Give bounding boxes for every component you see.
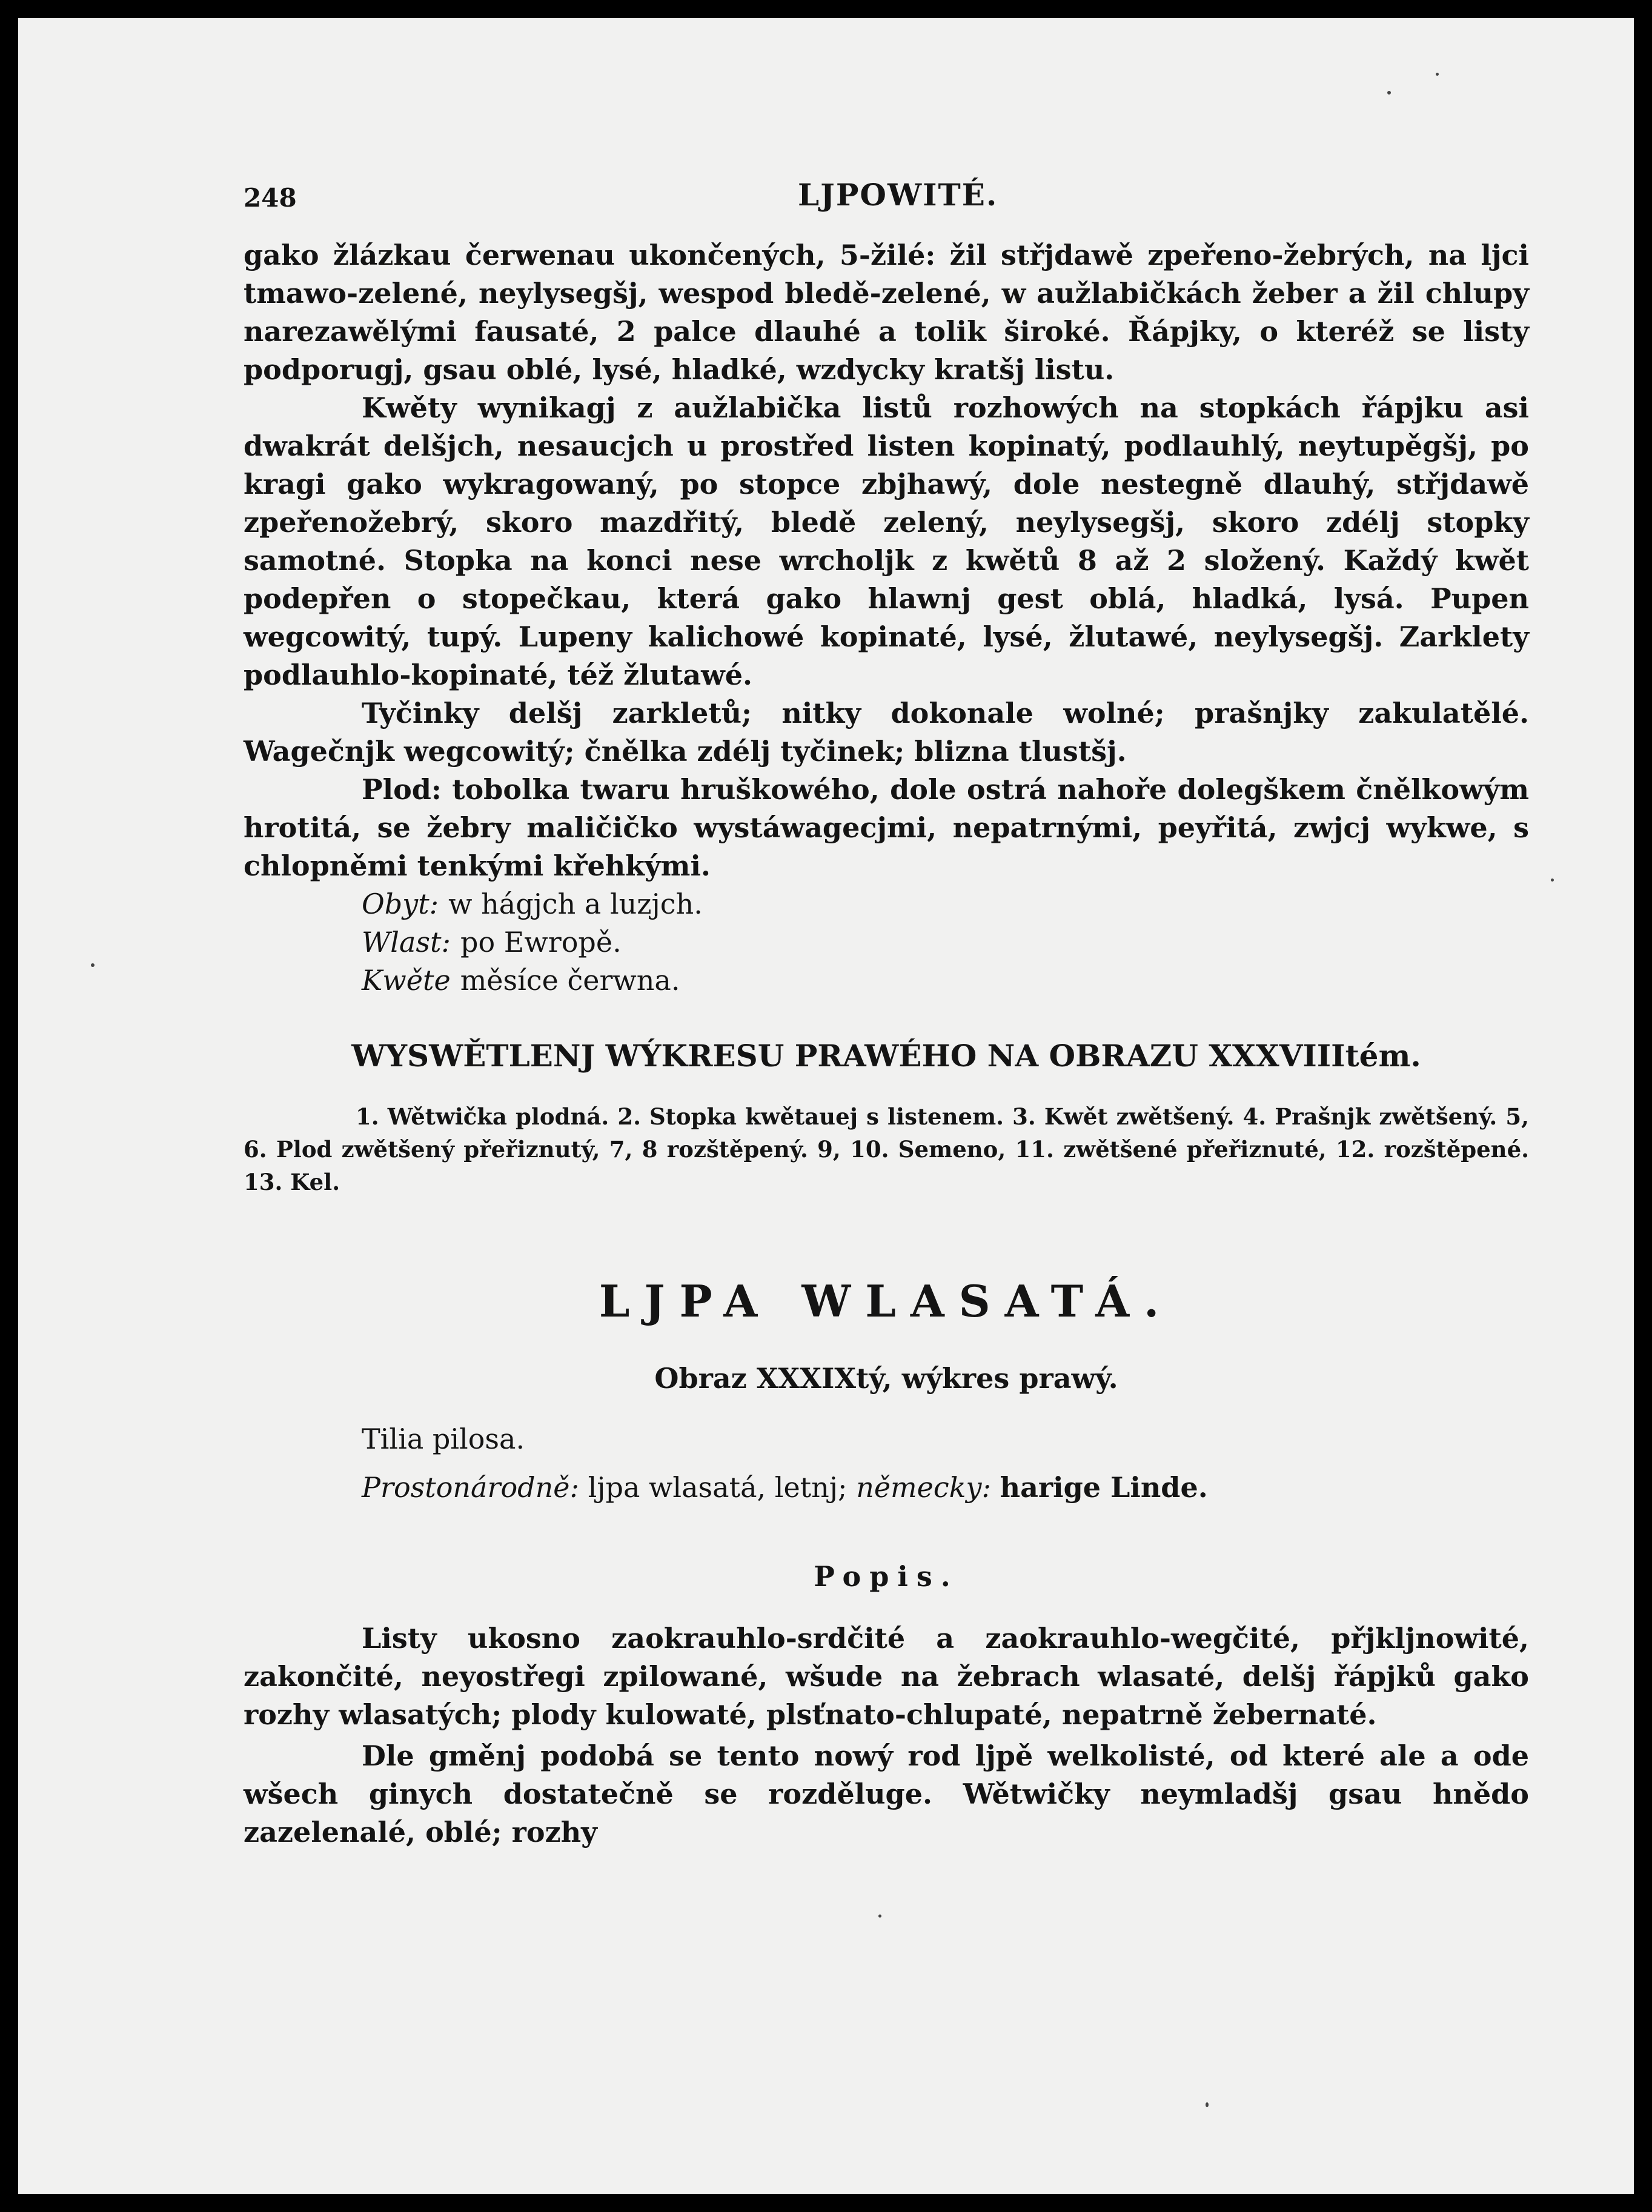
scanned-page [18,18,1634,2194]
description-heading: Popis. [814,1560,959,1593]
plate-reference: Obraz XXXIXtý, wýkres prawý. [654,1362,1118,1395]
ink-speck [1551,878,1554,882]
paragraph-stamens: Tyčinky delšj zarkletů; nitky dokonale wolné; prašnjky zakulatělé. Wagečnjk wegcowitý; čnělka zdélj tyčinek; blizna tlustšj. [244,697,1529,768]
ink-speck [91,963,95,967]
ink-speck [1387,91,1391,95]
ink-speck [1206,2102,1209,2107]
ink-speck [878,1915,881,1918]
vernacular-names [362,1471,1208,1504]
paragraph-leaf: gako žlázkau čerwenau ukončených, 5-žilé: žil střjdawě zpeřeno-žebrých, na ljci tmawo-zelené, neylysegšj, wespod bledě-zelené, w aužlabičkách žeber a žil chlupy narezawělými fausaté, 2 palce dlauhé a tolik široké. Řápjky, o kteréž se listy podporugj, gsau oblé, lysé, hladké, wzdycky kratšj listu. [244,239,1529,386]
vernacular-name: ljpa wlasatá, letnj; [588,1471,848,1504]
german-label: německy: [856,1471,991,1504]
running-title: LJPOWITÉ. [798,177,998,213]
description-paragraph: Dle gměnj podobá se tento nowý rod ljpě welkolisté, od které ale a ode wšech ginych dostatečně se rozděluge. Wětwičky neymladšj gsau hnědo zazelenalé, oblé; rozhy [244,1739,1529,1848]
explanation-text: 1. Wětwička plodná. 2. Stopka kwětauej s listenem. 3. Kwět zwětšený. 4. Prašnjk zwětšený. 5, 6. Plod zwětšený přeřiznutý, 7, 8 rozštěpený. 9, 10. Semeno, 11. zwětšené přeřiznuté, 12. rozštěpené. 13. Kel. [244,1103,1529,1195]
fact-label: Obyt: [362,888,439,920]
fact-label: Wlast: [362,926,451,958]
fact-range [244,923,1529,962]
description-paragraph: Listy ukosno zaokrauhlo-srdčité a zaokrauhlo-wegčité, přjkljnowité, zakončité, neyostřegi zpilowané, wšude na žebrach wlasaté, delšj řápjků gako rozhy wlasatých; plody kulowaté, plsťnato-chlupaté, nepatrně žebernaté. [244,1622,1529,1731]
paragraph-flowers: Kwěty wynikagj z aužlabička listů rozhowých na stopkách řápjku asi dwakrát delšjch, nesaucjch u prostřed listen kopinatý, podlauhlý, neytupěgšj, po kragi gako wykragowaný, po stopce zbjhawý, dole nestegně dlauhý, střjdawě zpeřenožebrý, skoro mazdřitý, bledě zelený, neylysegšj, skoro zdélj stopky samotné. Stopka na konci nese wrcholjk z kwětů 8 až 2 složený. Každý kwět podepřen o stopečkau, která gako hlawnj gest oblá, hladká, lysá. Pupen wegcowitý, tupý. Lupeny kalichowé kopinaté, lysé, žlutawé, neylysegšj. Zarklety podlauhlo-kopinaté, též žlutawé. [244,391,1529,691]
species-title: LJPA WLASATÁ. [599,1275,1174,1327]
explanation-heading: WYSWĚTLENJ WÝKRESU PRAWÉHO NA OBRAZU XXXVIIItém. [351,1038,1421,1074]
ink-speck [1436,73,1439,76]
fact-label: Kwěte [362,964,451,997]
description-text [244,1619,1529,1855]
fact-value: po Ewropě. [460,926,622,958]
fact-habitat [244,885,1529,923]
vernacular-label: Prostonárodně: [362,1471,579,1504]
main-text [244,236,1529,1000]
paragraph-fruit: Plod: tobolka twaru hruškowého, dole ostrá nahoře dolegškem čnělkowým hrotitá, se žebry maličičko wystáwagecjmi, nepatrnými, peyřitá, zwjcj wykwe, s chlopněmi tenkými křehkými. [244,773,1529,882]
explanation-text-block [244,1100,1529,1198]
page-number: 248 [244,183,297,213]
fact-value: w hágjch a luzjch. [448,888,703,920]
fact-flowering [244,962,1529,1000]
latin-name: Tilia pilosa. [362,1423,525,1455]
german-name: harige Linde. [1000,1471,1208,1504]
fact-value: měsíce čerwna. [460,964,680,997]
